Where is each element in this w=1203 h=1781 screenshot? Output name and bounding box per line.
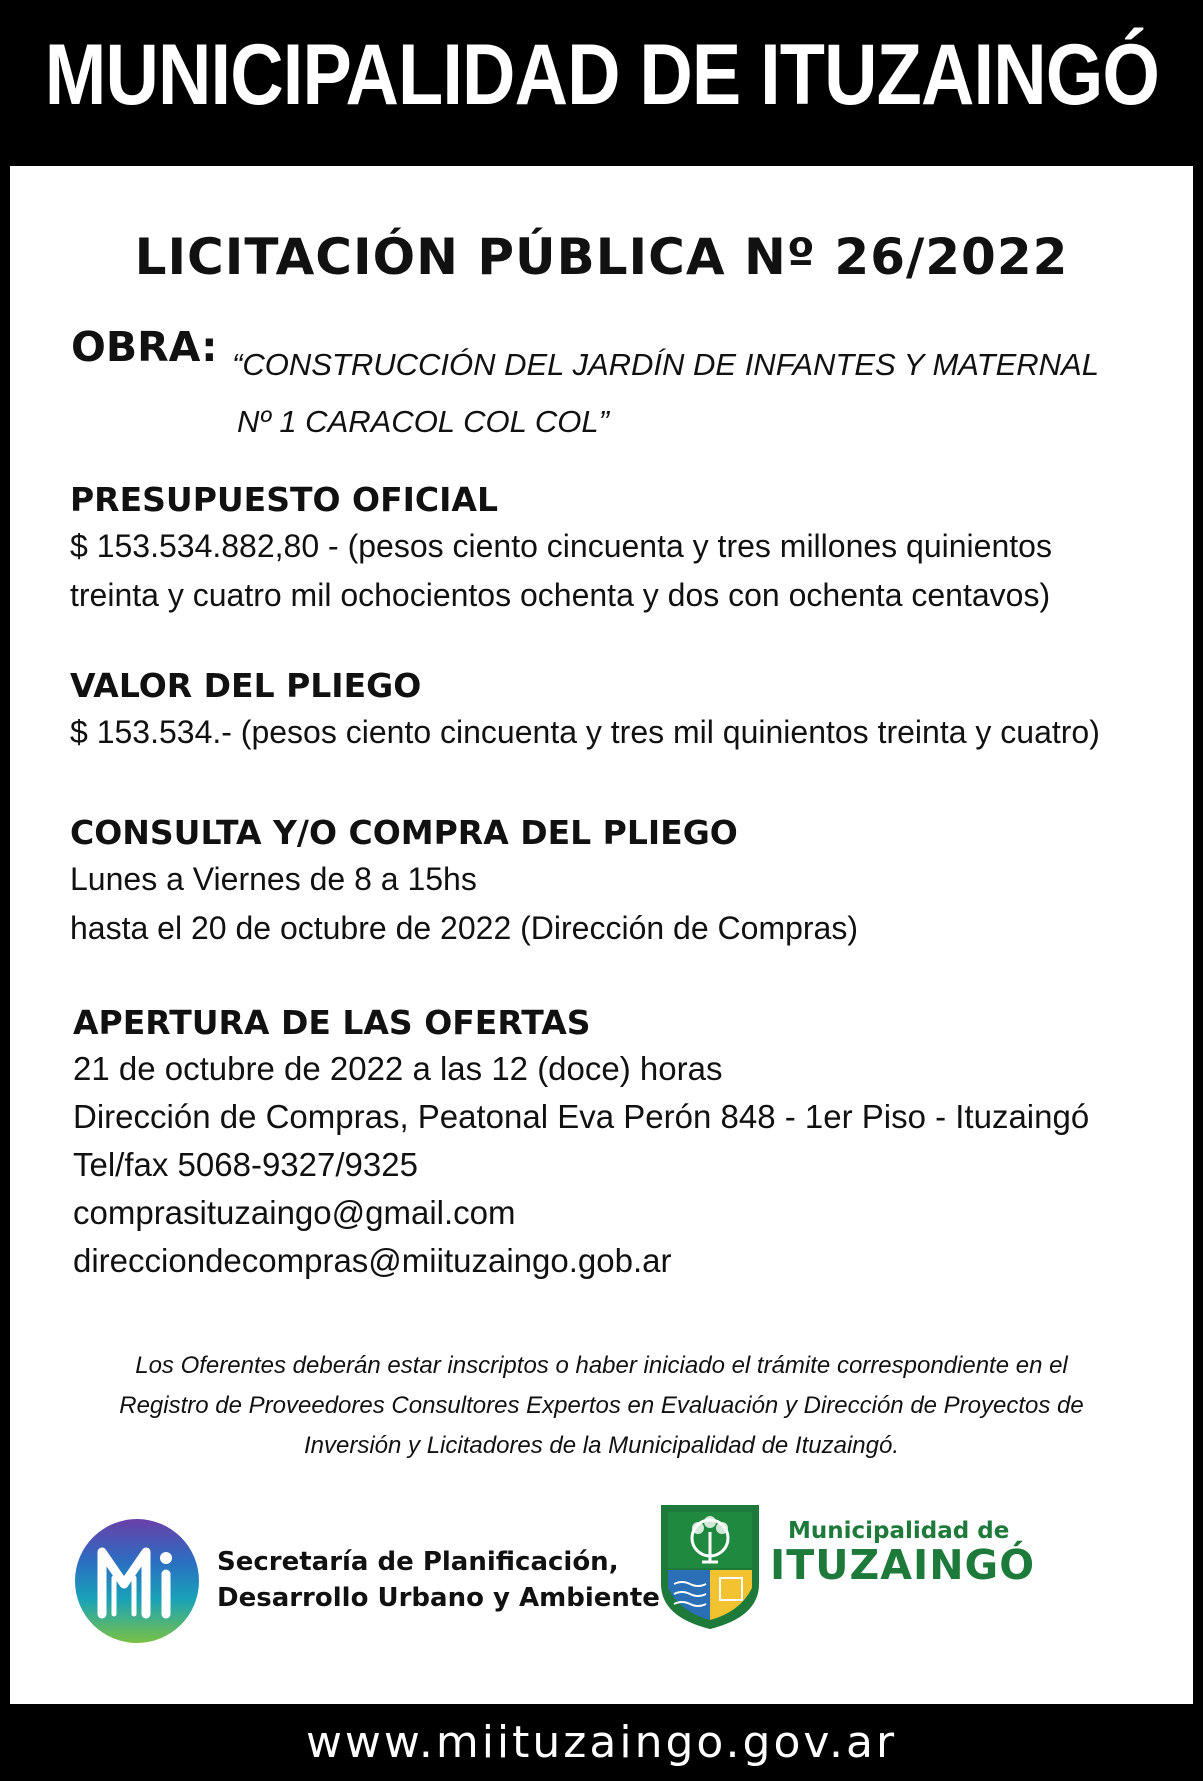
secretaria-line-1: Secretaría de Planificación,: [217, 1547, 619, 1577]
note-line-3: Inversión y Licitadores de la Municipalidad de Ituzaingó.: [303, 1432, 900, 1459]
apertura-line-1: 21 de octubre de 2022 a las 12 (doce) horas: [73, 1050, 723, 1087]
pliego-line-1: $ 153.534.- (pesos ciento cincuenta y tres mil quinientos treinta y cuatro): [70, 714, 1100, 750]
presupuesto-section: [70, 478, 1170, 620]
obra-line-1: “CONSTRUCCIÓN DEL JARDÍN DE INFANTES Y MATERNAL: [232, 347, 1099, 382]
pliego-section: [70, 664, 1170, 757]
apertura-email-1: comprasituzaingo@gmail.com: [73, 1194, 516, 1231]
consulta-heading: CONSULTA Y/O COMPRA DEL PLIEGO: [70, 813, 738, 852]
note-line-2: Registro de Proveedores Consultores Expertos en Evaluación y Dirección de Proyectos de: [119, 1392, 1084, 1419]
apertura-section: [73, 1001, 1173, 1285]
header-title: MUNICIPALIDAD DE ITUZAINGÓ: [44, 26, 1159, 123]
header-bar: [0, 0, 1203, 150]
tender-title: LICITACIÓN PÚBLICA Nº 26/2022: [134, 228, 1069, 286]
mi-logo-icon: [74, 1518, 200, 1644]
presupuesto-line-2: treinta y cuatro mil ochocientos ochenta y dos con ochenta centavos): [70, 577, 1051, 613]
website-url: www.miituzaingo.gov.ar: [305, 1717, 898, 1768]
apertura-heading: APERTURA DE LAS OFERTAS: [73, 1003, 591, 1042]
secretaria-line-2: Desarrollo Urbano y Ambiente: [217, 1583, 660, 1613]
pliego-heading: VALOR DEL PLIEGO: [70, 666, 422, 705]
apertura-line-2: Dirección de Compras, Peatonal Eva Perón 848 - 1er Piso - Ituzaingó: [73, 1098, 1090, 1135]
content-panel: [10, 166, 1193, 1704]
presupuesto-heading: PRESUPUESTO OFICIAL: [70, 480, 498, 519]
consulta-line-2: hasta el 20 de octubre de 2022 (Dirección de Compras): [70, 910, 858, 946]
presupuesto-line-1: $ 153.534.882,80 - (pesos ciento cincuenta y tres millones quinientos: [70, 528, 1052, 564]
footer-bar: [0, 1704, 1203, 1781]
consulta-line-1: Lunes a Viernes de 8 a 15hs: [70, 861, 477, 897]
apertura-phone: Tel/fax 5068-9327/9325: [73, 1146, 418, 1183]
municipal-shield-icon: [660, 1504, 760, 1630]
apertura-email-2: direcciondecompras@miituzaingo.gob.ar: [73, 1242, 672, 1279]
consulta-section: [70, 811, 1170, 953]
obra-description: [232, 336, 1132, 450]
note-line-1: Los Oferentes deberán estar inscriptos o haber iniciado el trámite correspondiente en el: [135, 1352, 1068, 1379]
secretaria-name: [217, 1544, 660, 1616]
obra-line-2: Nº 1 CARACOL COL COL”: [237, 404, 609, 439]
obra-label: OBRA:: [71, 323, 218, 371]
registration-note: [70, 1346, 1133, 1466]
ituzaingo-wordmark: ITUZAINGÓ: [770, 1541, 1036, 1589]
municipalidad-label: Municipalidad de: [788, 1518, 1010, 1544]
